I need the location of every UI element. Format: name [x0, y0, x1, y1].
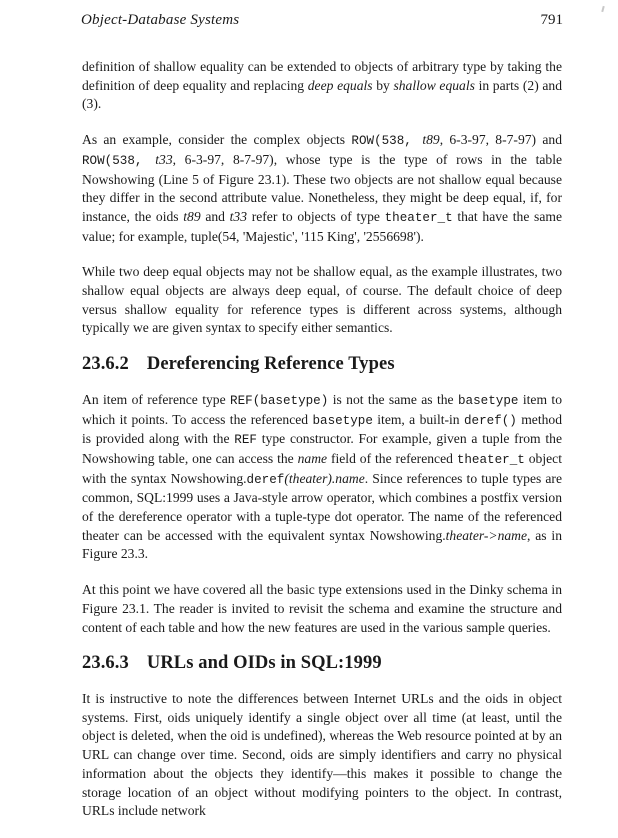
code-run: deref [246, 472, 285, 487]
text-run: definition of shallow equality can be extended to objects of arbitrary type by taking the definition of deep equality and replacing [82, 59, 562, 93]
margin-mark [601, 6, 604, 12]
paragraph-dinky-schema: At this point we have covered all the basic type extensions used in the Dinky schema in Figure 23.1. The reader is invited to revisit the schema and examine the structure and content of each table and how the new features are used in the various sample queries. [82, 582, 562, 635]
paragraph-dereferencing [82, 391, 562, 564]
text-run: , as in Figure 23.3. [82, 527, 562, 562]
text-run: item to which it points. To access the referenced [82, 391, 562, 427]
paragraph-example [82, 131, 562, 246]
section-title: URLs and OIDs in SQL:1999 [146, 653, 382, 674]
code-run: ROW(538, [351, 134, 423, 149]
running-header [81, 12, 563, 36]
paragraph-shallow-equality [82, 58, 562, 114]
paragraph-deep-vs-shallow: While two deep equal objects may not be shallow equal, as the example illustrates, two shallow equal objects are always deep equal, of course. The default choice of deep versus shallow equality for reference types is different across systems, although typically we are given syntax to specify either semantics. [82, 264, 562, 336]
text-run: t89 [183, 208, 201, 224]
text-run: t33 [155, 151, 173, 167]
text-run: deep equals [307, 77, 373, 93]
text-run: item, a built-in [372, 411, 464, 427]
text-run: tuple(54, 'Majestic', '115 King', '2556698') [190, 228, 421, 244]
section-heading-dereferencing [82, 355, 562, 374]
text-run: by [372, 77, 394, 93]
code-run: REF(basetype) [230, 393, 329, 408]
code-run: REF [234, 433, 257, 448]
text-run: object with the syntax Nowshowing. [82, 450, 562, 486]
text-run: , whose type is the type of rows in the table Nowshowing (Line 5 of Figure 23.1). These two objects are not shallow equal because they differ in the second attribute value. Nonetheless, they might be deep equal, if, for instance, the oids [82, 151, 563, 224]
text-run: As an example, consider the complex objects [82, 132, 352, 148]
text-run: An item of reference type [82, 391, 231, 407]
code-run: basetype [312, 413, 373, 428]
text-run: . [420, 228, 424, 244]
text-run: and [200, 208, 230, 224]
text-run: (theater).name [284, 470, 365, 486]
running-title: Object-Database Systems [81, 12, 240, 28]
code-run: theater_t [456, 452, 525, 467]
text-run: type constructor. For example, given a tuple from the Nowshowing table, one can access the [82, 431, 562, 466]
text-run: , 6-3-97, 8-7-97) [172, 151, 274, 167]
text-run: in parts (2) and (3). [82, 77, 563, 112]
page-body [82, 58, 562, 838]
text-run: t89 [422, 132, 440, 148]
section-number: 23.6.2 [82, 354, 129, 375]
text-run: and [536, 132, 562, 148]
text-run: theater->name [445, 527, 528, 543]
text-run: method is provided along with the [82, 411, 562, 447]
paragraph-urls-oids: It is instructive to note the differences between Internet URLs and the oids in object systems. First, oids uniquely identify a single object over all time (at least, until the object is deleted, when the oid is undefined), whereas the Web resource pointed at by an URL can change over time. Second, oids are simply identifiers and carry no physical information about the objects they identify—this makes it possible to change the storage location of an object without modifying pointers to the object. In contrast, URLs include network [82, 690, 562, 819]
text-run: t33 [229, 208, 248, 224]
section-number: 23.6.3 [82, 653, 129, 674]
code-run: ROW(538, [82, 153, 156, 168]
text-run: refer to objects of type [247, 208, 385, 224]
code-run: deref() [463, 413, 517, 428]
code-run: basetype [458, 393, 519, 408]
code-run: theater_t [384, 210, 453, 225]
section-title: Dereferencing Reference Types [146, 354, 395, 375]
text-run: name [297, 450, 328, 466]
section-heading-urls-oids [82, 654, 562, 673]
text-run: , 6-3-97, 8-7-97) [439, 132, 537, 148]
text-run: field of the referenced [327, 450, 457, 466]
text-run: . Since references to tuple types are common, SQL:1999 uses a Java-style arrow operator, which combines a postfix version of the dereference operator with a tuple-type dot operator. The name of the referenced theater can be accessed with the equivalent syntax Nowshowing. [82, 470, 562, 543]
text-run: is not the same as the [328, 391, 458, 407]
text-run: shallow equals [393, 77, 475, 93]
page-number: 791 [540, 12, 563, 28]
text-run: that have the same value; for example, [82, 208, 562, 244]
